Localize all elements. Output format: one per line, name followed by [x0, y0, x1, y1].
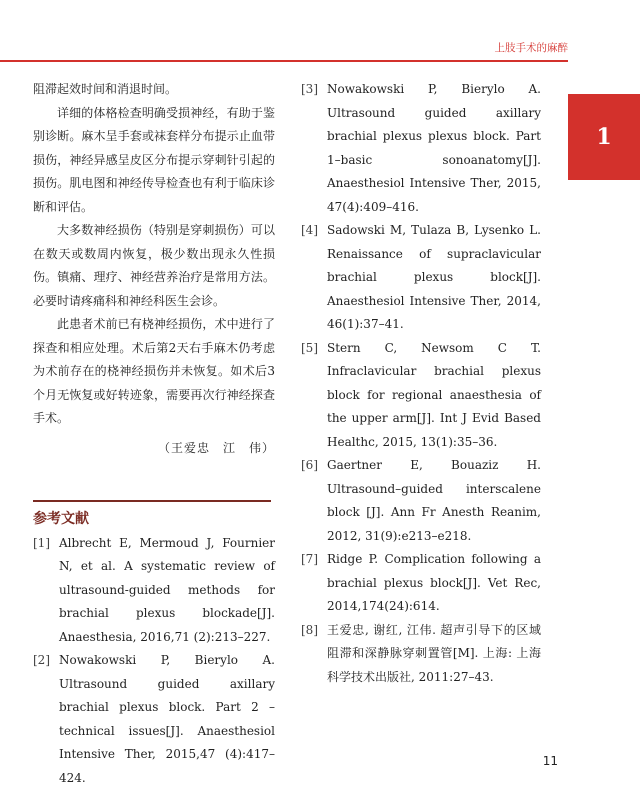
reference-number: [4]	[301, 223, 318, 237]
reference-item	[33, 649, 275, 790]
references-title: 参考文献	[33, 511, 89, 527]
page-number: 11	[542, 754, 558, 768]
reference-item	[301, 337, 541, 455]
reference-number: [8]	[301, 622, 318, 637]
reference-text: Ridge P. Complication following a brachial plexus block[J]. Vet Rec, 2014,174(24):614.	[327, 552, 541, 613]
reference-item	[301, 78, 541, 219]
reference-text: Gaertner E, Bouaziz H. Ultrasound–guided interscalene block [J]. Ann Fr Anesth Reanim, 2012, 31(9):e213–e218.	[327, 458, 541, 543]
reference-item	[33, 532, 275, 650]
header-rule	[0, 60, 568, 62]
paragraph: 此患者术前已有桡神经损伤，术中进行了探查和相应处理。术后第2天右手麻木仍考虑为术前存在的桡神经损伤并未恢复。如术后3个月无恢复或好转迹象，需要再次行神经探查手术。	[33, 317, 275, 425]
reference-text: Stern C, Newsom C T. Infraclavicular brachial plexus block for regional anaesthesia of the upper arm[J]. Int J Evid Based Healthc, 2015, 13(1):35–36.	[327, 340, 541, 449]
reference-text: Nowakowski P, Bierylo A. Ultrasound guided axillary brachial plexus plexus block. Part 1–basic sonoanatomy[J]. Anaesthesiol Intensive Ther, 2015, 47(4):409–416.	[327, 82, 541, 214]
reference-number: [5]	[301, 340, 318, 355]
running-header-title: 上肢手术的麻醉	[494, 42, 568, 54]
author-signature: （王爱忠 江 伟）	[157, 440, 275, 455]
reference-number: [6]	[301, 458, 318, 472]
paragraph: 阻滞起效时间和消退时间。	[33, 82, 178, 96]
left-column	[33, 78, 275, 790]
reference-number: [2]	[33, 653, 50, 667]
reference-text: Nowakowski P, Bierylo A. Ultrasound guided axillary brachial plexus block. Part 2 – technical issues[J]. Anaesthesiol Intensive Ther, 2015,47 (4):417–424.	[59, 653, 275, 785]
reference-number: [1]	[33, 535, 50, 550]
paragraph: 大多数神经损伤（特别是穿刺损伤）可以在数天或数周内恢复，极少数出现永久性损伤。镇痛、理疗、神经营养治疗是常用方法。必要时请疼痛科和神经科医生会诊。	[33, 223, 275, 308]
reference-item	[301, 454, 541, 548]
chapter-tab: 1	[568, 94, 640, 180]
references-heading-block	[33, 500, 271, 532]
reference-text: Sadowski M, Tulaza B, Lysenko L. Renaissance of supraclavicular brachial plexus block[J]. Anaesthesiol Intensive Ther, 2014, 46(1):37–41.	[327, 223, 541, 331]
right-column	[301, 78, 541, 689]
reference-item	[301, 219, 541, 337]
reference-text: 王爱忠, 谢红, 江伟. 超声引导下的区域阻滞和深静脉穿刺置管[M]. 上海: 上海科学技术出版社, 2011:27–43.	[327, 622, 541, 684]
reference-number: [7]	[301, 552, 318, 566]
reference-item	[301, 619, 541, 690]
paragraph: 详细的体格检查明确受损神经，有助于鉴别诊断。麻木呈手套或袜套样分布提示止血带损伤，神经异感呈皮区分布提示穿刺针引起的损伤。肌电图和神经传导检查也有利于临床诊断和评估。	[33, 105, 275, 214]
reference-number: [3]	[301, 82, 318, 96]
reference-item	[301, 548, 541, 619]
reference-text: Albrecht E, Mermoud J, Fournier N, et al. A systematic review of ultrasound-guided methods for brachial plexus blockade[J]. Anaesthesia, 2016,71 (2):213–227.	[59, 535, 275, 644]
